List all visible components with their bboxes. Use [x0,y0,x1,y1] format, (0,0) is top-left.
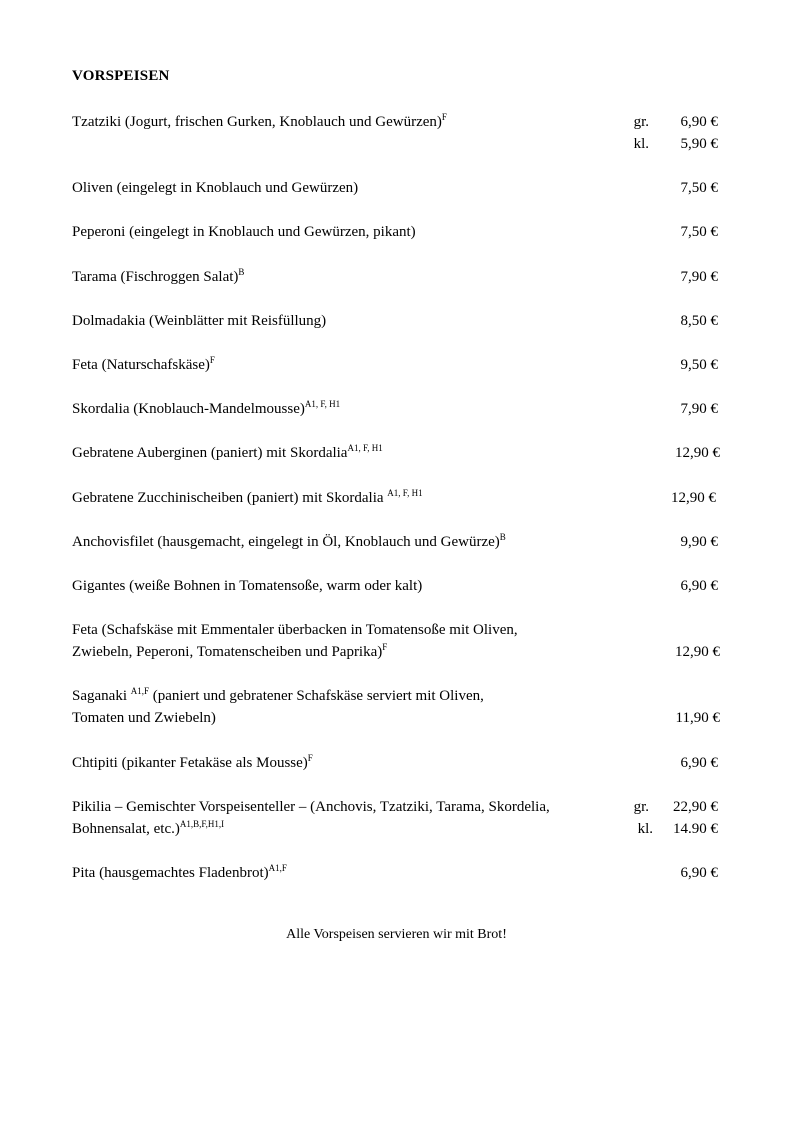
item-price: 12,90 € [675,644,720,660]
allergen-note: A1, F, H1 [347,443,383,453]
item-description: Bohnensalat, etc.) [72,821,180,837]
item-price: 9,50 € [680,357,718,373]
item-name: Pita (hausgemachtes Fladenbrot) [72,865,269,881]
item-description: (paniert und gebratener Schafskäse serviert mit Oliven, [149,688,484,704]
item-price: 6,90 € [680,755,718,771]
menu-item-peperoni [72,223,416,241]
size-large: gr. [633,114,649,130]
item-name: Saganaki [72,688,131,704]
menu-item-anchovisfilet [72,533,506,552]
footer-note: Alle Vorspeisen servieren wir mit Brot! [286,927,507,942]
menu-item-pikilia-line2 [72,820,224,839]
price-large: 6,90 € [680,114,718,130]
menu-item-auberginen [72,444,383,463]
item-name: Anchovisfilet (hausgemacht, eingelegt in Öl, Knoblauch und Gewürze) [72,534,500,550]
price-small: 14.90 € [673,821,718,837]
size-small: kl. [633,136,649,152]
menu-item-dolmadakia [72,312,326,330]
item-name: Chtipiti (pikanter Fetakäse als Mousse) [72,755,308,771]
item-price: 11,90 € [675,710,720,726]
menu-item-chtipiti [72,754,313,773]
allergen-note: F [307,753,313,763]
menu-item-zucchinischeiben [72,489,423,508]
section-heading: VORSPEISEN [72,68,170,84]
menu-item-gigantes [72,577,422,595]
item-name: Gebratene Auberginen (paniert) mit Skordalia [72,445,348,461]
item-price: 12,90 € [671,490,716,506]
size-small: kl. [637,821,653,837]
menu-item-saganaki-line2 [72,709,216,727]
allergen-note: A1,F [130,686,149,696]
item-price: 7,50 € [680,224,718,240]
menu-item-saganaki-line1 [72,687,484,706]
item-name: Skordalia (Knoblauch-Mandelmousse) [72,401,305,417]
menu-item-oliven [72,179,358,197]
item-name: Peperoni (eingelegt in Knoblauch und Gewürzen, pikant) [72,224,416,240]
item-description: Tomaten und Zwiebeln) [72,710,216,726]
price-large: 22,90 € [673,799,718,815]
allergen-note: B [238,267,245,277]
item-name: Pikilia – Gemischter Vorspeisenteller – (Anchovis, Tzatziki, Tarama, Skordelia, [72,799,550,815]
item-name: Feta (Schafskäse mit Emmentaler überbacken in Tomatensoße mit Oliven, [72,622,518,638]
item-price: 9,90 € [680,534,718,550]
size-large: gr. [633,799,649,815]
price-small: 5,90 € [680,136,718,152]
item-price: 7,90 € [680,401,718,417]
item-name: Gigantes (weiße Bohnen in Tomatensoße, warm oder kalt) [72,578,423,594]
menu-item-feta [72,356,215,375]
item-price: 7,50 € [680,180,718,196]
allergen-note: A1, F, H1 [304,399,341,409]
menu-item-feta-ueberbacken-line1 [72,621,518,639]
item-name: Feta (Naturschafskäse) [72,357,210,373]
allergen-note: A1, F, H1 [387,488,423,498]
allergen-note: F [441,112,447,122]
allergen-note: A1,F [268,863,287,873]
item-name: Dolmadakia (Weinblätter mit Reisfüllung) [72,313,327,329]
item-price: 7,90 € [680,269,718,285]
item-price: 6,90 € [680,578,718,594]
menu-item-tarama [72,268,244,287]
menu-item-pita [72,864,287,883]
item-name: Gebratene Zucchinischeiben (paniert) mit Skordalia [72,490,388,506]
allergen-note: F [382,642,388,652]
menu-item-pikilia-line1 [72,798,550,816]
item-price: 12,90 € [675,445,720,461]
item-price: 6,90 € [680,865,718,881]
menu-item-skordalia [72,400,340,419]
item-description: Zwiebeln, Peperoni, Tomatenscheiben und Paprika) [72,644,383,660]
item-name: Tzatziki (Jogurt, frischen Gurken, Knoblauch und Gewürzen) [72,114,442,130]
item-name: Tarama (Fischroggen Salat) [72,269,239,285]
menu-item-tzatziki [72,113,447,132]
menu-item-feta-ueberbacken-line2 [72,643,387,662]
allergen-note: A1,B,F,H1,I [179,819,225,829]
item-name: Oliven (eingelegt in Knoblauch und Gewürzen) [72,180,359,196]
allergen-note: B [499,532,506,542]
item-price: 8,50 € [680,313,718,329]
allergen-note: F [209,355,215,365]
